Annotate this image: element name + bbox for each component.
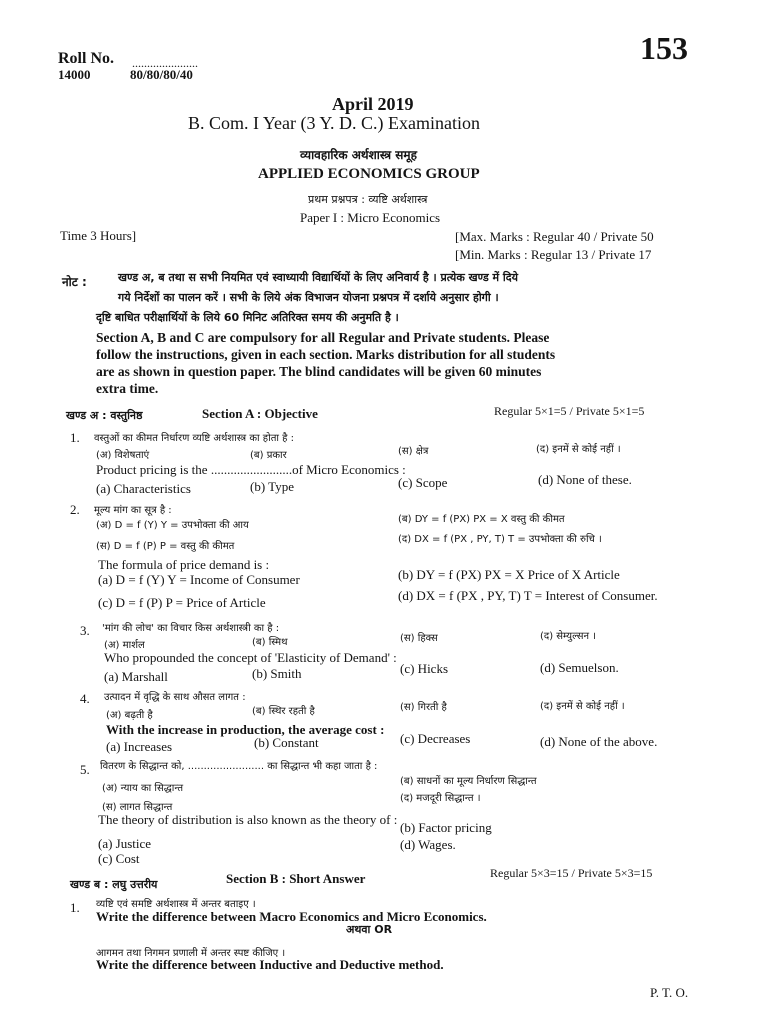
q5-option-c: (c) Cost: [98, 851, 140, 866]
q2-text-hindi: मूल्य मांग का सूत्र है :: [94, 505, 172, 516]
q5-option-c-hindi: (स) लागत सिद्धान्त: [102, 802, 173, 813]
q5-option-a: (a) Justice: [98, 836, 152, 851]
note-hindi-line-1: खण्ड अ, ब तथा स सभी नियमित एवं स्वाध्यायी विद्यार्थियों के लिए अनिवार्य है । प्रत्येक खण्ड में दिये: [118, 271, 519, 284]
code-series: 80/80/80/40: [130, 67, 193, 82]
note-line-4: extra time.: [96, 381, 159, 396]
roll-label: Roll No.: [58, 50, 114, 67]
q2-text: The formula of price demand is :: [98, 557, 270, 572]
b-q1-alt-text: Write the difference between Inductive and Deductive method.: [96, 957, 444, 972]
paper-title: Paper I : Micro Economics: [300, 210, 441, 225]
q4-text: With the increase in production, the average cost :: [106, 722, 385, 737]
q3-text-hindi: 'मांग की लोच' का विचार किस अर्थशास्त्री का है :: [102, 623, 280, 634]
q2-number: 2.: [70, 502, 80, 517]
section-b-label-hindi: खण्ड ब : लघु उत्तरीय: [70, 878, 158, 891]
section-a-label: Section A : Objective: [202, 406, 318, 421]
q3-number: 3.: [80, 623, 90, 638]
q4-option-b-hindi: (ब) स्थिर रहती है: [252, 706, 315, 717]
q2-option-b-hindi: (ब) DY = f (PX) PX = X वस्तु की कीमत: [398, 514, 565, 525]
b-q1-text: Write the difference between Macro Economics and Micro Economics.: [96, 909, 487, 924]
q2-option-a-hindi: (अ) D = f (Y) Y = उपभोक्ता की आय: [96, 520, 249, 531]
b-q1-text-hindi: व्यष्टि एवं समष्टि अर्थशास्त्र में अन्तर बताइए ।: [96, 899, 256, 910]
q1-option-c: (c) Scope: [398, 475, 448, 490]
q3-option-b: (b) Smith: [252, 666, 302, 681]
q5-text: The theory of distribution is also known as the theory of :: [98, 812, 398, 827]
paper-title-hindi: प्रथम प्रश्नपत्र : व्यष्टि अर्थशास्त्र: [308, 193, 428, 206]
exam-title: B. Com. I Year (3 Y. D. C.) Examination: [188, 113, 480, 133]
q1-option-a-hindi: (अ) विशेषताएं: [96, 450, 150, 461]
q4-option-a: (a) Increases: [106, 739, 173, 754]
group-title: APPLIED ECONOMICS GROUP: [258, 166, 480, 182]
q1-text-hindi: वस्तुओं का कीमत निर्धारण व्यष्टि अर्थशास्त्र का होता है :: [94, 433, 295, 444]
q3-option-a: (a) Marshall: [104, 669, 168, 684]
note-line-2: follow the instructions, given in each section. Marks distribution for all students: [96, 347, 556, 362]
q3-option-c-hindi: (स) हिक्स: [400, 633, 438, 644]
roll-number-blank: ......................: [132, 56, 198, 70]
q2-option-a: (a) D = f (Y) Y = Income of Consumer: [98, 572, 300, 587]
section-b-marks: Regular 5×3=15 / Private 5×3=15: [490, 866, 653, 880]
q1-option-d: (d) None of these.: [538, 472, 632, 487]
q4-option-c: (c) Decreases: [400, 731, 471, 746]
exam-date: April 2019: [332, 94, 414, 114]
max-marks: [Max. Marks : Regular 40 / Private 50: [455, 229, 654, 244]
q5-number: 5.: [80, 762, 90, 777]
q1-text: Product pricing is the .........................of Micro Economics :: [96, 462, 406, 477]
note-hindi-line-2: गये निर्देशों का पालन करें । सभी के लिये अंक विभाजन योजना प्रश्नपत्र में दर्शाये अनुसार होगी ।: [118, 291, 499, 304]
q3-option-c: (c) Hicks: [400, 661, 449, 676]
paper-code: 14000: [58, 67, 91, 82]
note-label: नोट :: [62, 275, 87, 289]
q2-option-c-hindi: (स) D = f (P) P = वस्तु की कीमत: [96, 541, 235, 552]
b-q1-alt-text-hindi: आगमन तथा निगमन प्रणाली में अन्तर स्पष्ट कीजिए ।: [96, 948, 286, 959]
q2-option-b: (b) DY = f (PX) PX = X Price of X Article: [398, 567, 620, 582]
q3-option-d: (d) Semuelson.: [540, 660, 619, 675]
q4-option-b: (b) Constant: [254, 735, 319, 750]
q4-text-hindi: उत्पादन में वृद्धि के साथ औसत लागत :: [104, 692, 246, 703]
q1-option-a: (a) Characteristics: [96, 481, 191, 496]
q4-option-d-hindi: (द) इनमें से कोई नहीं ।: [540, 701, 625, 712]
q3-option-b-hindi: (ब) स्मिथ: [252, 637, 288, 648]
q1-number: 1.: [70, 430, 80, 445]
q5-option-a-hindi: (अ) न्याय का सिद्धान्त: [102, 783, 184, 794]
q1-option-d-hindi: (द) इनमें से कोई नहीं ।: [536, 444, 621, 455]
section-a-marks: Regular 5×1=5 / Private 5×1=5: [494, 404, 645, 418]
group-title-hindi: व्यावहारिक अर्थशास्त्र समूह: [300, 148, 417, 162]
min-marks: [Min. Marks : Regular 13 / Private 17: [455, 247, 652, 262]
section-b-label: Section B : Short Answer: [226, 871, 366, 886]
note-line-1: Section A, B and C are compulsory for all Regular and Private students. Please: [96, 330, 550, 345]
q5-option-b: (b) Factor pricing: [400, 820, 492, 835]
q1-option-c-hindi: (स) क्षेत्र: [398, 446, 429, 457]
q4-option-d: (d) None of the above.: [540, 734, 658, 749]
q5-option-d-hindi: (द) मजदूरी सिद्धान्त ।: [400, 793, 481, 804]
q2-option-d: (d) DX = f (PX , PY, T) T = Interest of Consumer.: [398, 588, 658, 603]
page-number: 153: [640, 30, 688, 66]
section-a-label-hindi: खण्ड अ : वस्तुनिष्ठ: [66, 409, 143, 422]
q2-option-d-hindi: (द) DX = f (PX , PY, T) T = उपभोक्ता की रुचि ।: [398, 534, 602, 545]
q5-option-b-hindi: (ब) साधनों का मूल्य निर्धारण सिद्धान्त: [400, 776, 537, 787]
q3-text: Who propounded the concept of 'Elasticity of Demand' :: [104, 650, 397, 665]
q2-option-c: (c) D = f (P) P = Price of Article: [98, 595, 266, 610]
q5-text-hindi: वितरण के सिद्धान्त को, ........................ का सिद्धान्त भी कहा जाता है :: [100, 761, 378, 772]
please-turn-over: P. T. O.: [650, 985, 689, 1000]
note-hindi-line-3: दृष्टि बाधित परीक्षार्थियों के लिये 60 मिनिट अतिरिक्त समय की अनुमति है ।: [96, 311, 399, 324]
q5-option-d: (d) Wages.: [400, 837, 456, 852]
q3-option-a-hindi: (अ) मार्शल: [104, 640, 145, 651]
q4-option-c-hindi: (स) गिरती है: [400, 702, 447, 713]
time-allowed: Time 3 Hours]: [60, 228, 137, 243]
or-separator: अथवा OR: [346, 923, 393, 936]
b-q1-number: 1.: [70, 900, 80, 915]
q1-option-b-hindi: (ब) प्रकार: [250, 450, 287, 461]
q1-option-b: (b) Type: [250, 479, 294, 494]
note-line-3: are as shown in question paper. The blind candidates will be given 60 minutes: [96, 364, 542, 379]
q4-option-a-hindi: (अ) बढ़ती है: [106, 710, 153, 721]
q4-number: 4.: [80, 691, 90, 706]
q3-option-d-hindi: (द) सेम्युल्सन ।: [540, 631, 597, 642]
